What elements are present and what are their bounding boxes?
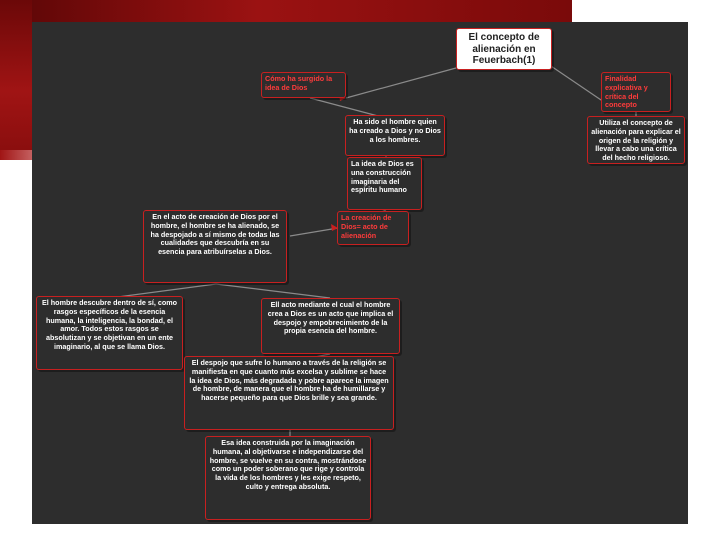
creation-alienation-node: La creación de Dios= acto de alienación [337,211,409,245]
act-dispossession-node: Ell acto mediante el cual el hombre crea a Dios es un acto que implica el despojo y empobrecimiento de la propia esencia del hombre. [261,298,400,354]
purpose-label-node: Finalidad explicativa y crítica del concepto [601,72,671,112]
connector-title-origin [346,68,456,98]
connector-title-purpose [545,62,604,102]
act-of-creation-node: En el acto de creación de Dios por el hombre, el hombre se ha alienado, se ha despojado a sí mismo de todas las cualidades que descubría en su esencia para atribuírselas a Dios. [143,210,287,283]
man-discovers-node: El hombre descubre dentro de sí, como rasgos específicos de la esencia humana, la inteligencia, la bondad, el amor. Todos estos rasgos se absolutizan y se objetivan en un ente imaginario, al que se llama Dios. [36,296,183,370]
purpose-text-node: Utiliza el concepto de alienación para explicar el origen de la religión y llevar a cabo una crítica del hecho religioso. [587,116,685,164]
connector-creation-act [290,228,338,236]
man-created-god-node: Ha sido el hombre quien ha creado a Dios y no Dios a los hombres. [345,115,445,156]
dispossession-religion-node: El despojo que sufre lo humano a través de la religión se manifiesta en que cuanto más excelsa y sublime se hace la idea de Dios, más degradada y pobre aparece la imagen de hombre, de manera que el hombre ha de humillarse y hacerse pequeño para que Dios brille y sea grande. [184,356,394,430]
title-node: El concepto de alienación en Feuerbach(1) [456,28,552,70]
god-construction-node: La idea de Dios es una construcción imaginaria del espíritu humano [347,157,422,210]
connector-origin-man [310,98,378,116]
origin-question-node: Cómo ha surgido la idea de Dios [261,72,346,98]
connector-act-dispossession [216,284,330,298]
idea-constructed-node: Esa idea construida por la imaginación humana, al objetivarse e independizarse del hombre, se vuelve en su contra, mostrándose como un poder soberano que rige y controla la vida de los hombres y les exige respeto, culto y entrega absoluta. [205,436,371,520]
